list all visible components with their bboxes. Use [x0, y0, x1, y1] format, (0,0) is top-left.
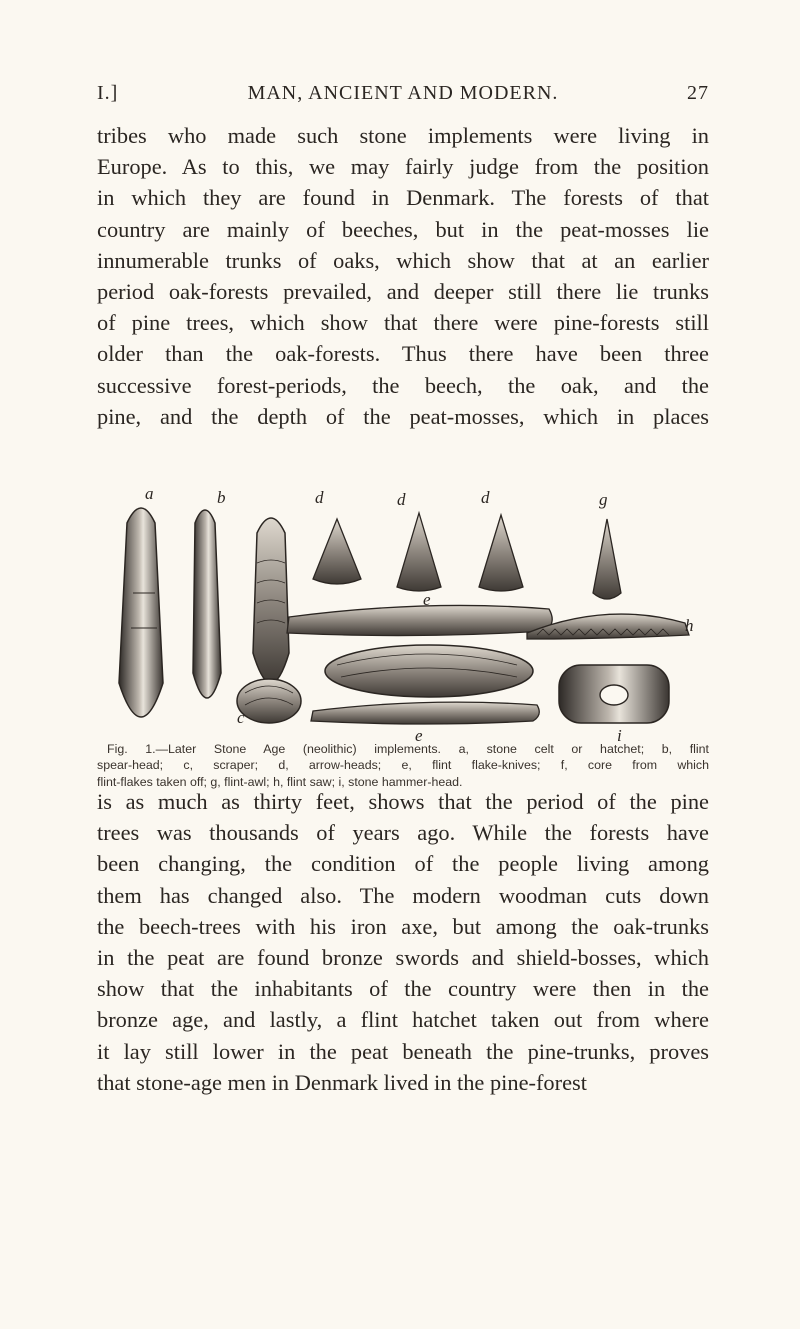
label-a: a: [145, 484, 154, 503]
stone-implements-illustration: [97, 483, 709, 745]
text-line: older than the oak-forests. Thus there have been three: [97, 341, 709, 367]
text-line: show that the inhabitants of the country were then in the: [97, 976, 709, 1002]
label-b: b: [217, 488, 226, 507]
label-e-upper: e: [423, 590, 431, 609]
text-line: is as much as thirty feet, shows that the period of the pine: [97, 789, 709, 814]
text-line: pine, and the depth of the peat-mosses, which in places: [97, 403, 709, 429]
caption-line: flint-flakes taken off; g, flint-awl; h, flint saw; i, stone hammer-head.: [97, 774, 463, 789]
text-line: period oak-forests prevailed, and deeper still there lie trunks: [97, 278, 709, 304]
core-f: [325, 645, 533, 697]
text-line: Europe. As to this, we may fairly judge from the position: [97, 154, 709, 180]
caption-line: spear-head; c, scraper; d, arrow-heads; e, flint flake-knives; f, core from which: [97, 758, 709, 773]
text-line: bronze age, and lastly, a flint hatchet taken out from where: [97, 1007, 709, 1033]
arrow-head-d1: [313, 519, 361, 584]
label-h: h: [685, 616, 694, 635]
page-number: 27: [687, 82, 709, 104]
label-c: c: [237, 708, 245, 727]
running-header: [97, 82, 709, 116]
label-d2: d: [397, 490, 406, 509]
figure-caption: [97, 741, 709, 790]
text-line: been changing, the condition of the people living among: [97, 851, 709, 877]
text-line: trees was thousands of years ago. While the forests have: [97, 820, 709, 846]
label-g: g: [599, 490, 608, 509]
text-line: in the peat are found bronze swords and shield-bosses, which: [97, 944, 709, 970]
flake-knife-e-upper: [287, 605, 552, 635]
text-line: that stone-age men in Denmark lived in the pine-forest: [97, 1069, 587, 1095]
label-e-lower: e: [415, 726, 423, 745]
paragraph-top: [97, 120, 709, 432]
paragraph-bottom: [97, 786, 709, 1098]
arrow-head-d2: [397, 513, 441, 591]
text-line: them has changed also. The modern woodman cuts down: [97, 882, 709, 908]
label-i: i: [617, 726, 622, 745]
flint-awl-g: [593, 519, 621, 599]
text-line: it lay still lower in the peat beneath the pine-trunks, proves: [97, 1038, 709, 1064]
text-line: in which they are found in Denmark. The forests of that: [97, 185, 709, 211]
flake-knife-e-lower: [311, 702, 539, 724]
spear-head-b: [193, 510, 221, 698]
text-line: the beech-trees with his iron axe, but among the oak-trunks: [97, 913, 709, 939]
label-d3: d: [481, 488, 490, 507]
arrow-head-d3: [479, 515, 523, 591]
text-line: successive forest-periods, the beech, the oak, and the: [97, 372, 709, 398]
engraving: [97, 483, 709, 745]
running-title: MAN, ANCIENT AND MODERN.: [247, 82, 559, 104]
label-d1: d: [315, 488, 324, 507]
text-line: of pine trees, which show that there were pine-forests still: [97, 310, 709, 336]
text-line: tribes who made such stone implements were living in: [97, 123, 709, 148]
caption-line: Fig. 1.—Later Stone Age (neolithic) implements. a, stone celt or hatchet; b, flint: [107, 742, 709, 756]
text-line: innumerable trunks of oaks, which show that at an earlier: [97, 247, 709, 273]
chapter-marker: I.]: [97, 82, 119, 104]
celt-a: [119, 508, 163, 717]
text-line: country are mainly of beeches, but in the peat-mosses lie: [97, 216, 709, 242]
